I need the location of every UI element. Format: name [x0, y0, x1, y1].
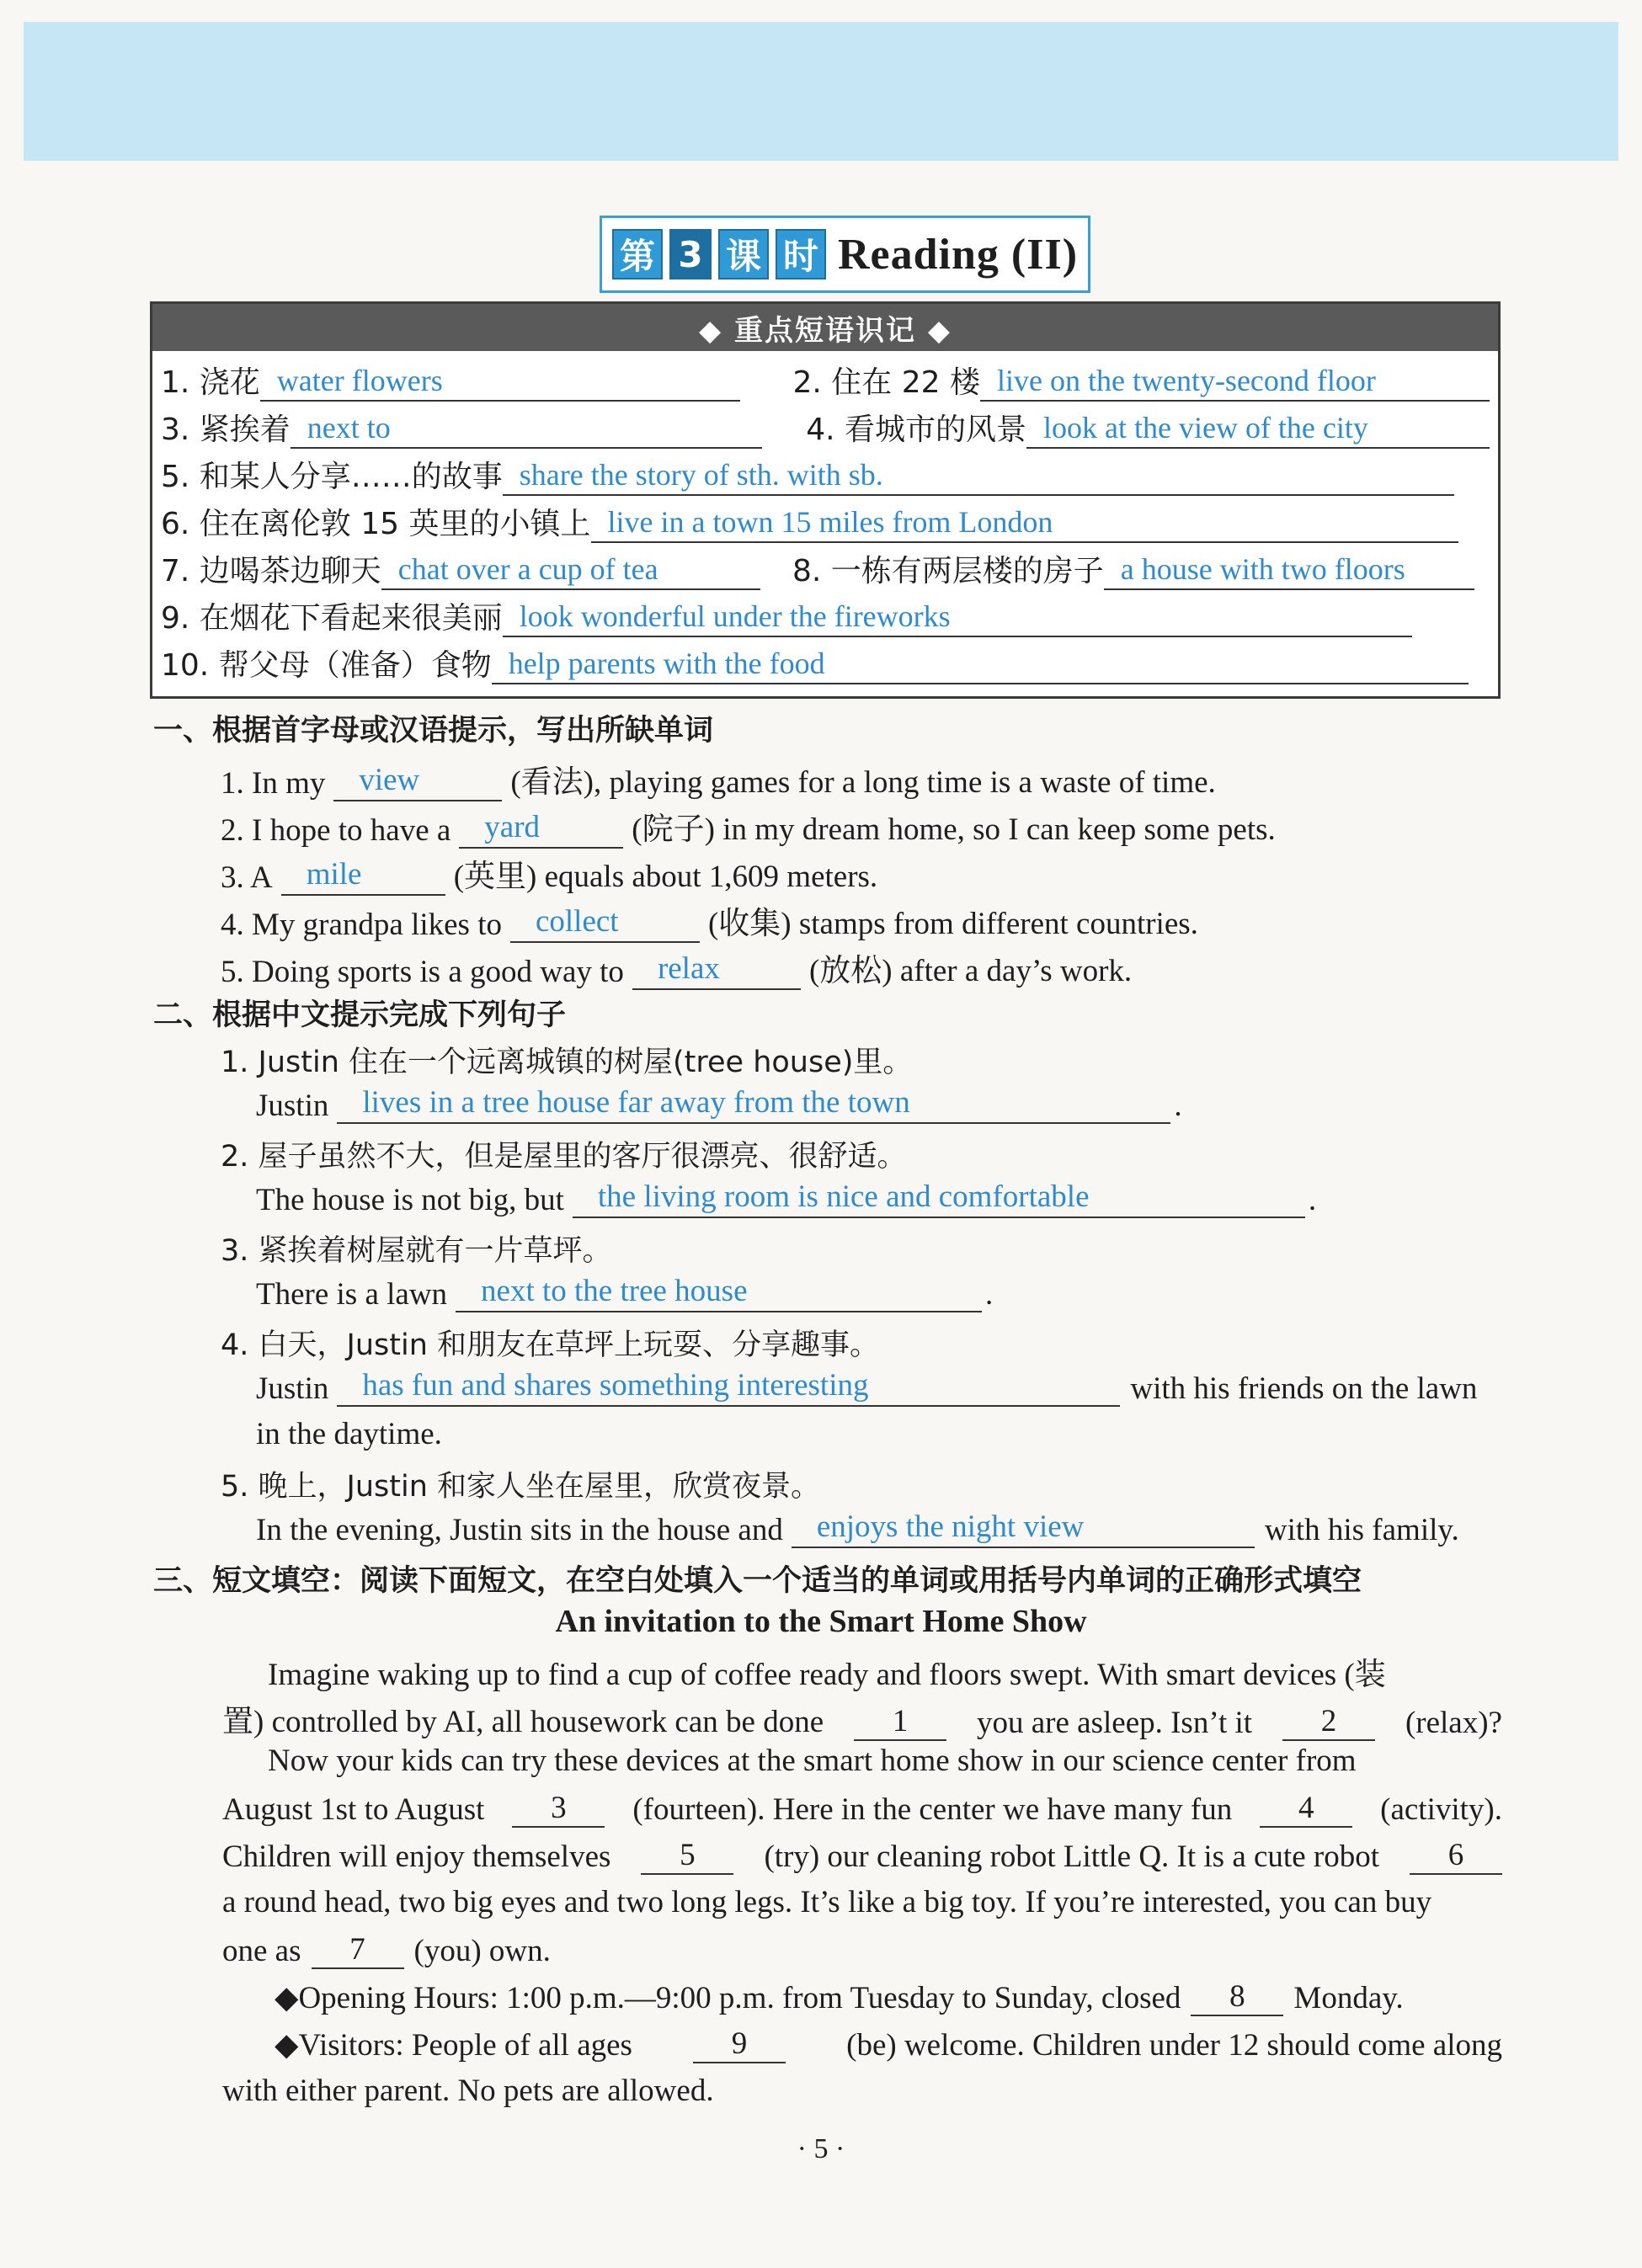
translation-line [256, 1275, 993, 1312]
cloze-blank[interactable]: 7 [312, 1931, 404, 1969]
phrase-prompt: 1. 浇花 [161, 365, 260, 400]
phrase-answer[interactable]: help parents with the food [492, 647, 1469, 684]
phrase-prompt: 10. 帮父母（准备）食物 [161, 648, 492, 683]
passage-line [268, 1648, 1502, 1694]
phrase-answer[interactable]: live on the twenty-second floor [980, 365, 1490, 402]
passage-text: one as [222, 1934, 301, 1968]
passage-text: (you) own. [413, 1934, 551, 1968]
phrase-prompt: 4. 看城市的风景 [806, 413, 1026, 447]
phrase-prompt: 6. 住在离伦敦 15 英里的小镇上 [161, 507, 591, 541]
item-text-before: Justin [256, 1371, 329, 1406]
item-text-after: (英里) equals about 1,609 meters. [453, 860, 878, 894]
item-text-before: The house is not big, but [256, 1182, 564, 1217]
passage-line [222, 1696, 1502, 1741]
item-answer[interactable]: enjoys the night view [792, 1510, 1255, 1548]
cloze-blank[interactable]: 2 [1282, 1703, 1375, 1741]
translation-line [256, 1086, 1182, 1124]
item-text-after: (收集) stamps from different countries. [707, 907, 1198, 941]
passage-line [222, 1790, 1502, 1828]
page-number: · 5 · [797, 2133, 845, 2164]
passage-text: Imagine waking up to find a cup of coffee ready and floors swept. With smart devices (装 [268, 1658, 1386, 1692]
item-text-before: 5. Doing sports is a good way to [221, 955, 624, 989]
page-title: Reading (II) [838, 230, 1079, 279]
translation-line [256, 1180, 1316, 1218]
exercise-1-item [221, 756, 1216, 801]
cloze-blank[interactable]: 3 [512, 1790, 605, 1828]
passage-text: (try) our cleaning robot Little Q. It is a cute robot [764, 1839, 1379, 1874]
phrase-answer[interactable]: water flowers [260, 365, 740, 402]
passage-text: (fourteen). Here in the center we have many fun [632, 1792, 1233, 1827]
passage-text: (relax)? [1405, 1706, 1502, 1740]
translation-line [256, 1369, 1477, 1407]
item-text-before: 1. In my [221, 766, 326, 801]
cloze-blank[interactable]: 1 [854, 1703, 946, 1741]
lesson-char: 第 [612, 229, 663, 280]
item-text-after: with his friends on the lawn [1130, 1371, 1478, 1406]
passage-text: Now your kids can try these devices at the smart home show in our science center from [268, 1744, 1357, 1778]
phrase-row [161, 543, 1490, 590]
phrase-answer[interactable]: next to [291, 412, 762, 449]
item-answer[interactable]: next to the tree house [456, 1275, 982, 1312]
phrase-row [161, 354, 1490, 402]
item-answer[interactable]: lives in a tree house far away from the town [337, 1086, 1170, 1124]
passage-line [222, 1931, 551, 1969]
item-text-after: . [985, 1276, 994, 1312]
item-answer[interactable]: mile [281, 858, 445, 896]
key-phrases-heading: ◆ 重点短语识记 ◆ [152, 304, 1498, 351]
key-phrases-box [150, 301, 1501, 699]
item-answer[interactable]: view [333, 764, 502, 801]
phrase-answer[interactable]: share the story of sth. with sb. [503, 459, 1454, 496]
item-answer[interactable]: the living room is nice and comfortable [573, 1180, 1305, 1218]
chinese-prompt: 5. 晚上，Justin 和家人坐在屋里，欣赏夜景。 [221, 1470, 821, 1504]
item-answer[interactable]: relax [632, 952, 801, 990]
phrase-row [161, 449, 1490, 496]
section-3-heading: 三、短文填空：阅读下面短文，在空白处填入一个适当的单词或用括号内单词的正确形式填空 [153, 1564, 1362, 1598]
passage-line [268, 1743, 1502, 1779]
phrase-prompt: 8. 一栋有两层楼的房子 [792, 554, 1104, 588]
phrase-prompt: 5. 和某人分享……的故事 [161, 460, 503, 494]
cloze-blank[interactable]: 5 [641, 1837, 733, 1875]
cloze-blank[interactable]: 9 [693, 2026, 786, 2063]
item-answer[interactable]: collect [510, 905, 700, 943]
passage-text: Children will enjoy themselves [222, 1839, 611, 1874]
phrase-row [161, 402, 1490, 449]
lesson-number: 3 [669, 229, 712, 280]
lesson-char: 时 [776, 229, 826, 280]
chinese-prompt: 2. 屋子虽然不大，但是屋里的客厅很漂亮、很舒适。 [221, 1140, 907, 1174]
passage-line [275, 1978, 1404, 2016]
exercise-1-item [221, 945, 1132, 990]
chinese-prompt: 4. 白天，Justin 和朋友在草坪上玩耍、分享趣事。 [221, 1328, 880, 1362]
item-answer[interactable]: yard [459, 811, 623, 849]
phrase-answer[interactable]: look wonderful under the fireworks [503, 600, 1412, 637]
passage-line [222, 2073, 714, 2109]
cloze-blank[interactable]: 6 [1410, 1837, 1502, 1875]
cloze-blank[interactable]: 4 [1260, 1790, 1352, 1828]
item-text-after: (放松) after a day’s work. [808, 954, 1133, 988]
item-text-after: with his family. [1264, 1512, 1459, 1547]
item-answer[interactable]: has fun and shares something interesting [337, 1369, 1120, 1407]
chinese-prompt: 3. 紧挨着树屋就有一片草坪。 [221, 1234, 612, 1268]
phrase-row [161, 496, 1490, 543]
item-text-before: There is a lawn [256, 1276, 448, 1312]
item-text-before: Justin [256, 1088, 329, 1123]
passage-title: An invitation to the Smart Home Show [555, 1604, 1087, 1639]
item-text-before: 4. My grandpa likes to [221, 908, 502, 942]
header-band [24, 22, 1618, 161]
phrase-answer[interactable]: look at the view of the city [1026, 412, 1490, 449]
item-text-before: In the evening, Justin sits in the house and [256, 1512, 783, 1547]
passage-text: with either parent. No pets are allowed. [222, 2074, 714, 2108]
passage-text: (be) welcome. Children under 12 should come along [846, 2028, 1502, 2063]
phrase-prompt: 9. 在烟花下看起来很美丽 [161, 601, 503, 636]
translation-continuation: in the daytime. [256, 1417, 442, 1451]
passage-line [275, 2026, 1502, 2063]
cloze-blank[interactable]: 8 [1191, 1978, 1283, 2016]
phrase-answer[interactable]: live in a town 15 miles from London [591, 506, 1458, 543]
phrase-row [161, 637, 1490, 684]
exercise-1-item [221, 897, 1198, 943]
phrase-answer[interactable]: chat over a cup of tea [381, 553, 760, 590]
passage-line [222, 1884, 1502, 1920]
phrase-answer[interactable]: a house with two floors [1104, 553, 1474, 590]
passage-text: 置) controlled by AI, all housework can be done [222, 1705, 824, 1739]
item-text-after: . [1308, 1182, 1317, 1217]
exercise-1-item [221, 850, 877, 896]
passage-text: (activity). [1380, 1792, 1502, 1827]
section-1-heading: 一、根据首字母或汉语提示，写出所缺单词 [153, 714, 714, 748]
item-text-after: . [1174, 1088, 1182, 1123]
phrase-prompt: 2. 住在 22 楼 [792, 365, 980, 400]
translation-line [256, 1510, 1459, 1548]
phrase-prompt: 3. 紧挨着 [161, 413, 291, 447]
item-text-after: (看法), playing games for a long time is a waste of time. [510, 765, 1216, 800]
chinese-prompt: 1. Justin 住在一个远离城镇的树屋(tree house)里。 [221, 1046, 913, 1079]
passage-text: ◆Visitors: People of all ages [275, 2028, 632, 2063]
lesson-char: 课 [718, 229, 769, 280]
exercise-1-item [221, 803, 1276, 849]
passage-text: Monday. [1293, 1981, 1404, 2015]
passage-text: you are asleep. Isn’t it [977, 1706, 1253, 1740]
phrase-prompt: 7. 边喝茶边聊天 [161, 554, 381, 588]
lesson-title [600, 216, 1090, 293]
passage-text: ◆Opening Hours: 1:00 p.m.—9:00 p.m. from Tuesday to Sunday, closed [275, 1981, 1181, 2015]
passage-text: a round head, two big eyes and two long legs. It’s like a big toy. If you’re interested, you can buy [222, 1885, 1432, 1919]
phrase-row [161, 590, 1490, 637]
passage-text: August 1st to August [222, 1792, 485, 1827]
section-2-heading: 二、根据中文提示完成下列句子 [153, 998, 567, 1032]
item-text-before: 2. I hope to have a [221, 813, 451, 848]
item-text-after: (院子) in my dream home, so I can keep some pets. [632, 812, 1276, 847]
item-text-before: 3. A [221, 860, 273, 895]
passage-line [222, 1837, 1502, 1875]
